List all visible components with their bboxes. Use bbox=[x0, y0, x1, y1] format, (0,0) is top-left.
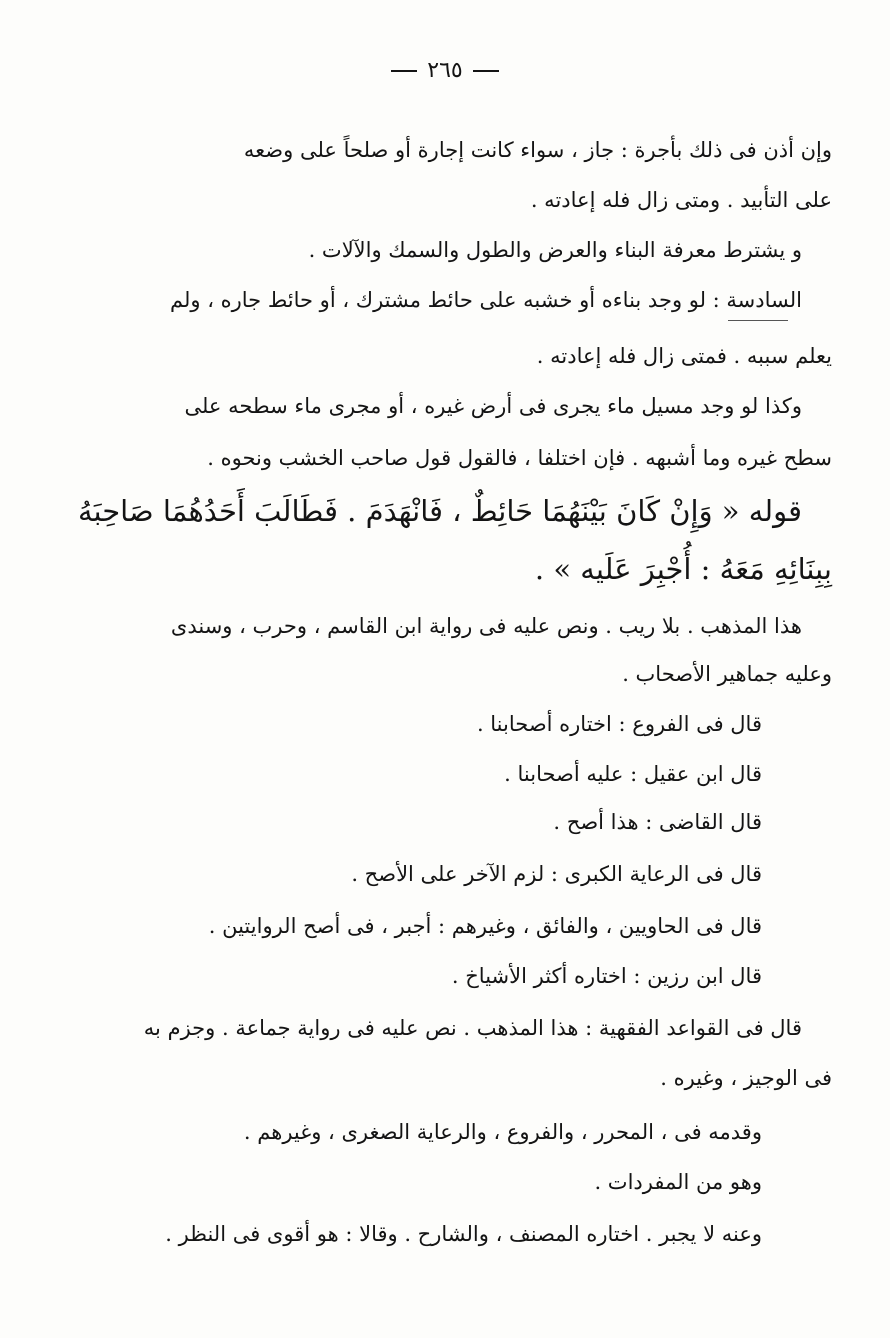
text-line: و يشترط معرفة البناء والعرض والطول والسمك والآلات . bbox=[308, 238, 802, 262]
text-line: يعلم سببه . فمتى زال فله إعادته . bbox=[536, 344, 832, 368]
text-line: وعليه جماهير الأصحاب . bbox=[622, 662, 832, 686]
heading-underline bbox=[728, 320, 788, 321]
text-line: وقدمه فى ، المحرر ، والفروع ، والرعاية الصغرى ، وغيرهم . bbox=[243, 1120, 762, 1144]
text-line: السادسة : لو وجد بناءه أو خشبه على حائط مشترك ، أو حائط جاره ، ولم bbox=[170, 288, 802, 312]
page-number-text: ٢٦٥ bbox=[427, 58, 463, 83]
text-line: سطح غيره وما أشبهه . فإن اختلفا ، فالقول قول صاحب الخشب ونحوه . bbox=[207, 446, 832, 470]
text-line: فى الوجيز ، وغيره . bbox=[660, 1066, 832, 1090]
text-line: قال فى القواعد الفقهية : هذا المذهب . نص عليه فى رواية جماعة . وجزم به bbox=[143, 1016, 802, 1040]
text-line: قال القاضى : هذا أصح . bbox=[553, 810, 762, 834]
text-line: وعنه لا يجبر . اختاره المصنف ، والشارح . وقالا : هو أقوى فى النظر . bbox=[165, 1222, 762, 1246]
text-line: قال ابن رزين : اختاره أكثر الأشياخ . bbox=[451, 964, 762, 988]
dash-left bbox=[391, 70, 417, 72]
dash-right bbox=[473, 70, 499, 72]
page-number bbox=[0, 58, 890, 83]
text-line: قال فى الحاويين ، والفائق ، وغيرهم : أجبر ، فى أصح الروايتين . bbox=[208, 914, 762, 938]
verse-line: قوله « وَإِنْ كَانَ بَيْنَهُمَا حَائِطٌ ، فَانْهَدَمَ . فَطَالَبَ أَحَدُهُمَا صَاحِبَهُ bbox=[77, 494, 802, 528]
verse-line: بِبِنَائِهِ مَعَهُ : أُجْبِرَ عَلَيه » . bbox=[534, 552, 832, 586]
text-line: وكذا لو وجد مسيل ماء يجرى فى أرض غيره ، أو مجرى ماء سطحه على bbox=[184, 394, 802, 418]
text-line: قال فى الرعاية الكبرى : لزم الآخر على الأصح . bbox=[351, 862, 762, 886]
text-line: هذا المذهب . بلا ريب . ونص عليه فى رواية ابن القاسم ، وحرب ، وسندى bbox=[170, 614, 802, 638]
text-line: على التأبيد . ومتى زال فله إعادته . bbox=[530, 188, 832, 212]
text-line: قال فى الفروع : اختاره أصحابنا . bbox=[476, 712, 762, 736]
text-line: وهو من المفردات . bbox=[594, 1170, 762, 1194]
text-line: وإن أذن فى ذلك بأجرة : جاز ، سواء كانت إجارة أو صلحاً على وضعه bbox=[243, 138, 832, 162]
text-line: قال ابن عقيل : عليه أصحابنا . bbox=[504, 762, 762, 786]
